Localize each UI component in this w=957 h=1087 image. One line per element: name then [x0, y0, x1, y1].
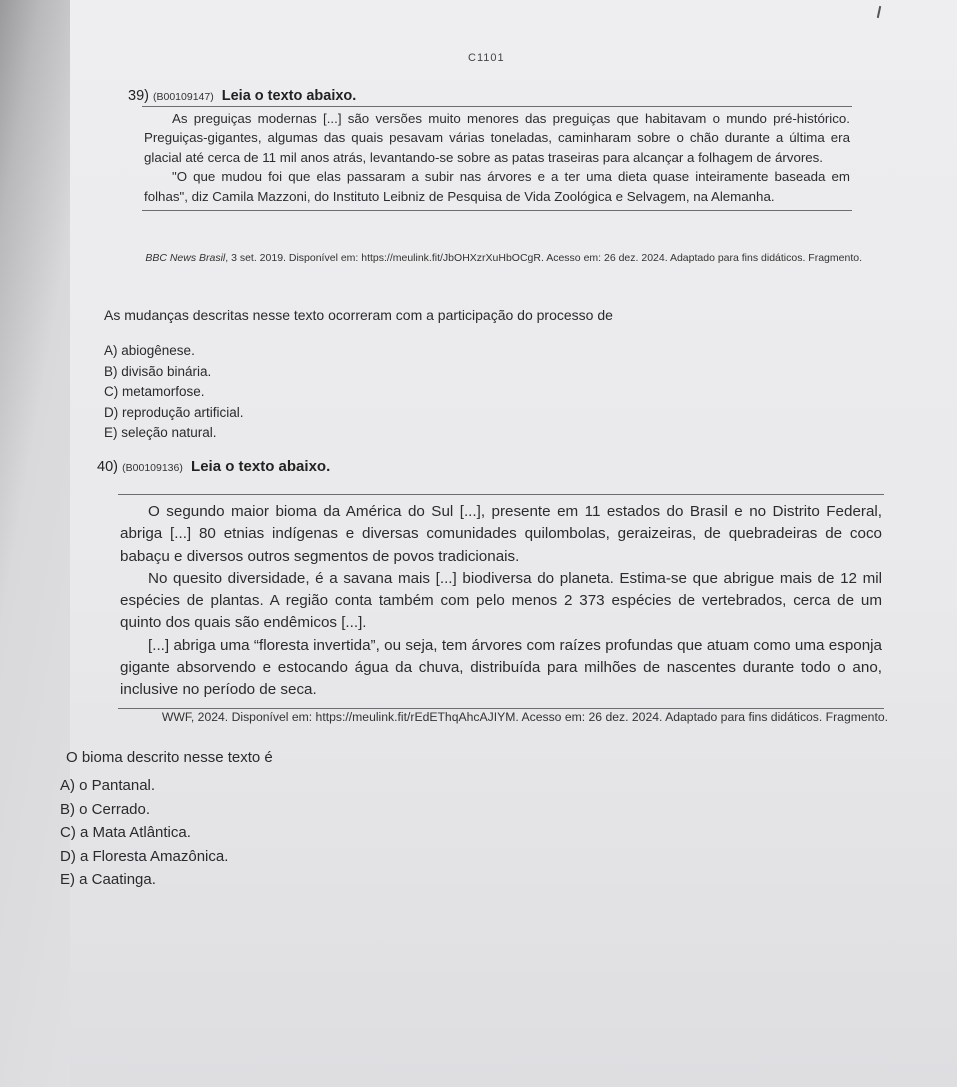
question-40-stem: O bioma descrito nesse texto é — [66, 749, 273, 766]
question-40-header — [97, 458, 330, 475]
question-39-option-e[interactable]: E) seleção natural. — [104, 425, 217, 440]
question-40-text-box — [118, 494, 884, 709]
question-40-option-a[interactable]: A) o Pantanal. — [60, 777, 156, 794]
question-40-source: WWF, 2024. Disponível em: https://meulink.fit/rEdEThqAhcAJIYM. Acesso em: 26 dez. 2024. Adaptado para fins didáticos. Fragmento. — [161, 710, 888, 724]
question-40-code: (B00109136) — [122, 462, 183, 474]
question-40-instruction: Leia o texto abaixo. — [191, 458, 331, 475]
page-code: C1101 — [468, 52, 505, 64]
question-40-paragraph-3: [...] abriga uma “floresta invertida”, ou seja, tem árvores com raízes profundas que atuam como uma esponja gigante absorvendo e estocando água da chuva, distribuída para milhões de nascentes durante todo o ano, inclusive no período de seca. — [120, 636, 882, 699]
question-39-option-d[interactable]: D) reprodução artificial. — [104, 404, 244, 420]
question-40-option-c[interactable]: C) a Mata Atlântica. — [60, 824, 191, 842]
question-40-option-b[interactable]: B) o Cerrado. — [60, 800, 151, 818]
question-39-source — [142, 250, 862, 266]
question-39-option-c[interactable]: C) metamorfose. — [104, 384, 205, 399]
question-39-text-box — [142, 106, 852, 211]
question-39-paragraph-1: As preguiças modernas [...] são versões muito menores das preguiças que habitavam o mundo pré-histórico. Preguiças-gigantes, algumas das quais pesavam várias toneladas, caminharam sobre o chão durante a última era glacial até cerca de 11 mil anos atrás, levantando-se sobre as patas traseiras para alcançar a folhagem de árvores. — [144, 111, 850, 165]
question-40-number: 40) — [97, 459, 118, 475]
question-40-paragraph-1: O segundo maior bioma da América do Sul [...], presente em 11 estados do Brasil e no Distrito Federal, abriga [...] 80 etnias indígenas e diversas comunidades quilombolas, geraizeiras, de quebradeiras de coco babaçu e diversos outros segmentos de povos tradicionais. — [120, 503, 882, 565]
question-39-source-title: BBC News Brasil — [145, 252, 226, 264]
question-39-paragraph-2: "O que mudou foi que elas passaram a subir nas árvores e a ter uma dieta quase inteiramente baseada em folhas", diz Camila Mazzoni, do Instituto Leibniz de Pesquisa de Vida Zoológica e Selvagem, na Alemanha. — [144, 169, 850, 204]
question-40-options — [60, 774, 228, 892]
question-39-option-b[interactable]: B) divisão binária. — [104, 363, 212, 379]
question-40-option-d[interactable]: D) a Floresta Amazônica. — [60, 847, 229, 865]
question-40-paragraph-2: No quesito diversidade, é a savana mais [...] biodiversa do planeta. Estima-se que abrigue mais de 12 mil espécies de plantas. A região conta também com pelo menos 2 373 espécies de vertebrados, cerca de um quinto dos quais são endêmicos [...]. — [120, 569, 882, 632]
question-39-option-a[interactable]: A) abiogênese. — [104, 343, 195, 358]
question-39-instruction: Leia o texto abaixo. — [221, 88, 357, 104]
question-39-number: 39) — [128, 88, 149, 104]
question-39-header — [128, 88, 356, 104]
question-39-source-details: , 3 set. 2019. Disponível em: https://meulink.fit/JbOHXzrXuHbOCgR. Acesso em: 26 dez. 2024. Adaptado para fins didáticos. Fragmento. — [225, 252, 862, 264]
question-39-stem: As mudanças descritas nesse texto ocorreram com a participação do processo de — [104, 307, 613, 323]
question-40-option-e[interactable]: E) a Caatinga. — [60, 871, 156, 889]
question-39-code: (B00109147) — [153, 91, 214, 103]
question-39-options — [104, 341, 244, 444]
